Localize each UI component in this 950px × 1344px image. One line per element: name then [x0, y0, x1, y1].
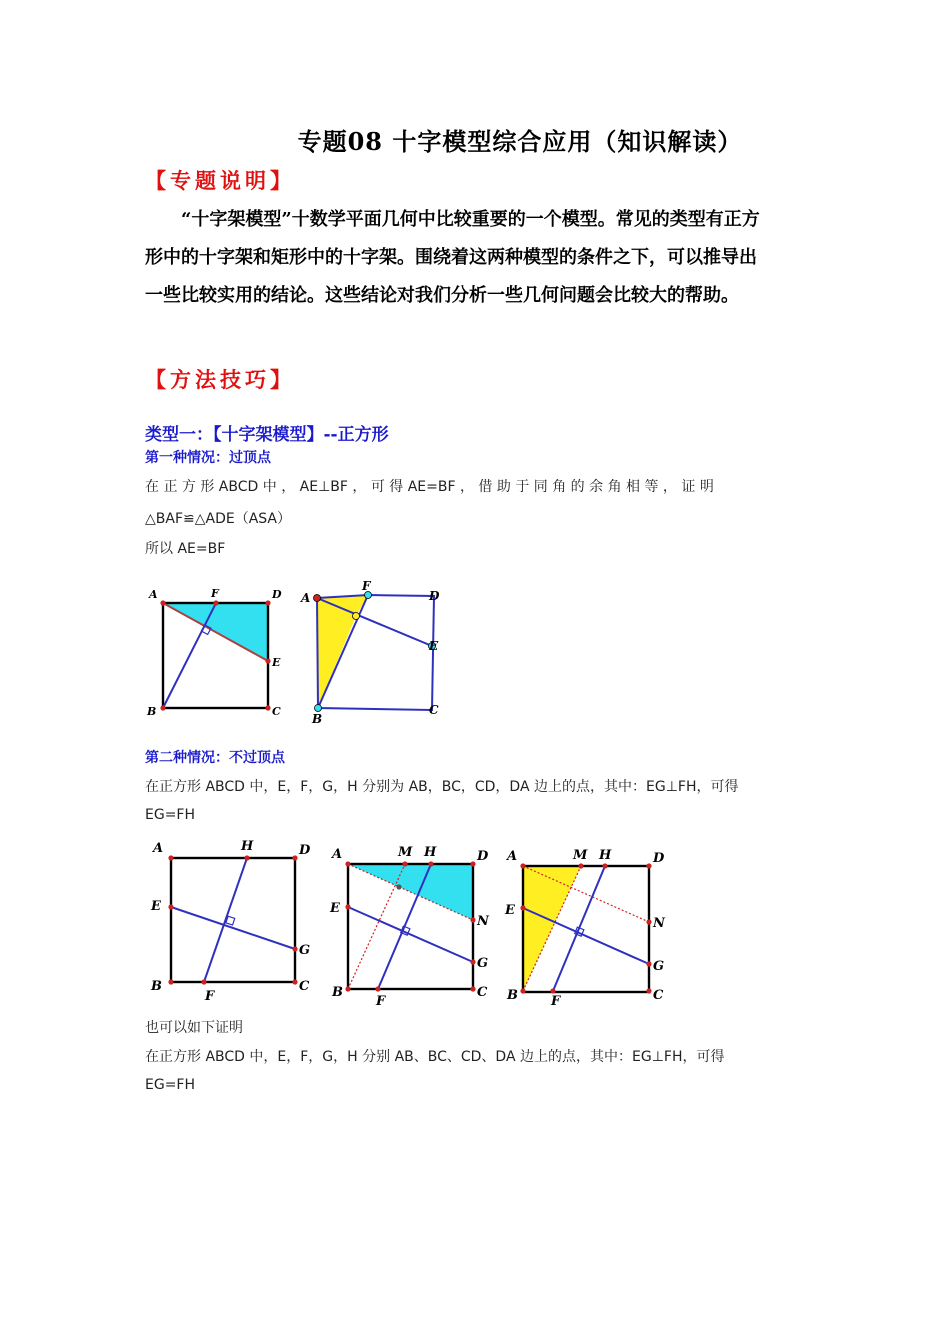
section-method-heading: 【方法技巧】	[145, 367, 295, 392]
fig3-label-a: A	[153, 841, 164, 856]
case1-heading: 第一种情况：过顶点	[145, 450, 271, 466]
case2-line-1: 在正方形 ABCD 中，E，F，G，H 分别为 AB，BC，CD，DA 边上的点，其中：EG⊥FH，可得	[145, 779, 739, 795]
case2-line-5: EG=FH	[145, 1077, 196, 1093]
case1-line-1: 在 正 方 形 ABCD 中 ， AE⊥BF ， 可 得 AE=BF ， 借 助 于 同 角 的 余 角 相 等 ， 证 明	[145, 479, 714, 495]
fig2-label-e: E	[429, 639, 439, 653]
case1-line-3: 所以 AE=BF	[145, 541, 226, 557]
intro-line-3: 一些比较实用的结论。这些结论对我们分析一些几何问题会比较大的帮助。	[145, 285, 739, 306]
case1-line-2: △BAF≌△ADE（ASA）	[145, 511, 292, 527]
fig4-line-eg	[348, 907, 473, 962]
intro-paragraph	[145, 201, 805, 315]
case2-heading: 第二种情况：不过顶点	[145, 750, 285, 766]
fig2-label-b: B	[312, 712, 323, 726]
figure-4-square	[328, 842, 500, 1008]
figure-1-square	[143, 583, 288, 721]
fig5-label-h: H	[599, 848, 612, 863]
fig1-label-a: A	[149, 588, 158, 601]
fig2-label-c: C	[429, 703, 439, 717]
fig1-label-e: E	[272, 656, 281, 669]
fig3-right-angle-mark	[226, 916, 235, 925]
section-intro-heading: 【专题说明】	[145, 168, 295, 193]
type1-heading: 类型一：【十字架模型】--正方形	[145, 425, 389, 445]
case2-line-4: 在正方形 ABCD 中，E，F，G，H 分别 AB、BC、CD、DA 边上的点，其中：EG⊥FH，可得	[145, 1049, 725, 1065]
fig3-label-e: E	[151, 899, 161, 914]
fig2-label-f: F	[362, 579, 371, 593]
fig5-label-n: N	[653, 916, 665, 931]
fig4-label-c: C	[477, 985, 488, 1000]
fig3-label-b: B	[151, 979, 162, 994]
figure-5-square	[503, 844, 675, 1006]
fig4-label-f: F	[376, 994, 386, 1008]
fig4-label-m: M	[398, 845, 413, 860]
fig1-label-d: D	[272, 588, 282, 601]
fig5-label-c: C	[653, 988, 664, 1003]
fig4-label-n: N	[477, 914, 489, 929]
fig3-label-g: G	[299, 943, 311, 958]
fig3-label-d: D	[299, 843, 311, 858]
fig4-label-d: D	[477, 849, 489, 864]
fig4-line-bm	[348, 864, 405, 989]
fig5-label-a: A	[507, 849, 518, 864]
fig4-label-a: A	[332, 847, 343, 862]
case2-line-2: EG=FH	[145, 807, 196, 823]
fig3-label-c: C	[299, 979, 310, 994]
fig3-square-outline	[171, 858, 295, 982]
fig1-label-f: F	[211, 587, 219, 600]
fig3-label-f: F	[205, 989, 215, 1004]
fig1-label-c: C	[272, 705, 281, 718]
figure-2-square	[298, 578, 448, 726]
fig5-label-b: B	[507, 988, 518, 1003]
fig1-label-b: B	[147, 705, 157, 718]
fig4-label-h: H	[424, 845, 437, 860]
fig4-label-e: E	[330, 901, 340, 916]
fig5-label-f: F	[551, 994, 561, 1006]
fig3-line-eg	[171, 907, 295, 949]
fig4-label-b: B	[332, 985, 343, 1000]
fig5-label-m: M	[573, 848, 588, 863]
intro-line-2: 形中的十字架和矩形中的十字架。围绕着这两种模型的条件之下，可以推导出	[145, 247, 757, 268]
figure-3-square	[143, 836, 318, 1006]
fig4-label-g: G	[477, 956, 489, 971]
case2-line-3: 也可以如下证明	[145, 1020, 243, 1036]
fig2-label-d: D	[429, 589, 440, 603]
fig5-label-g: G	[653, 959, 665, 974]
fig5-label-e: E	[505, 903, 515, 918]
fig5-label-d: D	[653, 851, 665, 866]
intro-line-1: “十字架模型”十数学平面几何中比较重要的一个模型。常见的类型有正方	[181, 209, 760, 230]
page-title: 专题08 十字模型综合应用（知识解读）	[297, 127, 743, 156]
fig3-label-h: H	[241, 839, 254, 854]
fig2-label-a: A	[301, 591, 311, 605]
